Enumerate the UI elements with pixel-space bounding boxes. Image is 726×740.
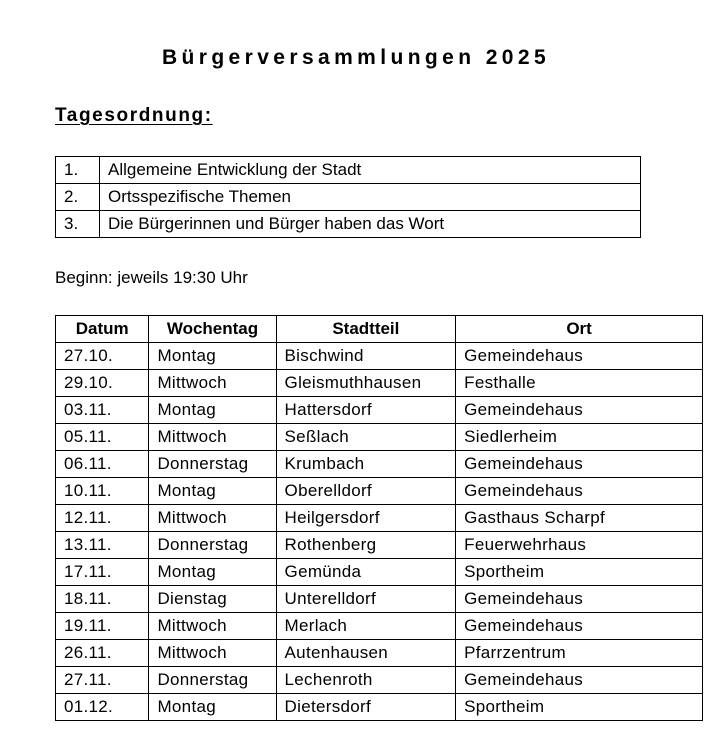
cell-weekday: Montag xyxy=(149,343,276,370)
agenda-item-number: 3. xyxy=(56,211,100,238)
cell-weekday: Donnerstag xyxy=(149,532,276,559)
agenda-row xyxy=(56,211,641,238)
agenda-item-text: Ortsspezifische Themen xyxy=(100,184,641,211)
cell-date: 05.11. xyxy=(56,424,149,451)
table-row xyxy=(56,343,703,370)
table-row xyxy=(56,424,703,451)
cell-date: 29.10. xyxy=(56,370,149,397)
table-row xyxy=(56,667,703,694)
agenda-item-text: Allgemeine Entwicklung der Stadt xyxy=(100,157,641,184)
agenda-item-number: 1. xyxy=(56,157,100,184)
cell-location: Gemeindehaus xyxy=(456,451,703,478)
cell-weekday: Donnerstag xyxy=(149,667,276,694)
cell-district: Gleismuthhausen xyxy=(276,370,456,397)
cell-date: 27.11. xyxy=(56,667,149,694)
cell-location: Siedlerheim xyxy=(456,424,703,451)
cell-district: Krumbach xyxy=(276,451,456,478)
cell-district: Unterelldorf xyxy=(276,586,456,613)
cell-date: 06.11. xyxy=(56,451,149,478)
agenda-row xyxy=(56,184,641,211)
cell-location: Gasthaus Scharpf xyxy=(456,505,703,532)
table-row xyxy=(56,532,703,559)
table-row xyxy=(56,397,703,424)
cell-district: Seßlach xyxy=(276,424,456,451)
table-row xyxy=(56,694,703,721)
agenda-item-number: 2. xyxy=(56,184,100,211)
cell-date: 13.11. xyxy=(56,532,149,559)
cell-location: Gemeindehaus xyxy=(456,478,703,505)
cell-date: 12.11. xyxy=(56,505,149,532)
cell-district: Lechenroth xyxy=(276,667,456,694)
cell-date: 01.12. xyxy=(56,694,149,721)
agenda-item-text: Die Bürgerinnen und Bürger haben das Wort xyxy=(100,211,641,238)
cell-location: Gemeindehaus xyxy=(456,343,703,370)
cell-location: Gemeindehaus xyxy=(456,613,703,640)
cell-district: Hattersdorf xyxy=(276,397,456,424)
table-row xyxy=(56,613,703,640)
cell-district: Rothenberg xyxy=(276,532,456,559)
cell-district: Gemünda xyxy=(276,559,456,586)
schedule-table xyxy=(55,315,703,721)
cell-district: Autenhausen xyxy=(276,640,456,667)
cell-weekday: Mittwoch xyxy=(149,370,276,397)
cell-district: Heilgersdorf xyxy=(276,505,456,532)
table-row xyxy=(56,586,703,613)
cell-district: Merlach xyxy=(276,613,456,640)
start-time-note: Beginn: jeweils 19:30 Uhr xyxy=(55,268,248,287)
cell-location: Gemeindehaus xyxy=(456,586,703,613)
table-row xyxy=(56,451,703,478)
cell-weekday: Mittwoch xyxy=(149,424,276,451)
cell-date: 26.11. xyxy=(56,640,149,667)
header-location: Ort xyxy=(456,316,703,343)
table-row xyxy=(56,505,703,532)
cell-district: Dietersdorf xyxy=(276,694,456,721)
cell-date: 17.11. xyxy=(56,559,149,586)
cell-location: Feuerwehrhaus xyxy=(456,532,703,559)
cell-date: 10.11. xyxy=(56,478,149,505)
table-row xyxy=(56,640,703,667)
schedule-header-row xyxy=(56,316,703,343)
schedule-body xyxy=(56,343,703,721)
cell-weekday: Mittwoch xyxy=(149,613,276,640)
header-weekday: Wochentag xyxy=(149,316,276,343)
cell-weekday: Dienstag xyxy=(149,586,276,613)
cell-weekday: Montag xyxy=(149,694,276,721)
cell-weekday: Montag xyxy=(149,397,276,424)
cell-location: Sportheim xyxy=(456,559,703,586)
cell-date: 19.11. xyxy=(56,613,149,640)
table-row xyxy=(56,478,703,505)
cell-district: Oberelldorf xyxy=(276,478,456,505)
cell-weekday: Montag xyxy=(149,478,276,505)
cell-location: Festhalle xyxy=(456,370,703,397)
cell-date: 18.11. xyxy=(56,586,149,613)
agenda-table xyxy=(55,156,641,238)
cell-district: Bischwind xyxy=(276,343,456,370)
cell-weekday: Montag xyxy=(149,559,276,586)
cell-weekday: Donnerstag xyxy=(149,451,276,478)
agenda-row xyxy=(56,157,641,184)
cell-location: Gemeindehaus xyxy=(456,397,703,424)
cell-location: Sportheim xyxy=(456,694,703,721)
agenda-heading: Tagesordnung: xyxy=(55,105,213,126)
cell-weekday: Mittwoch xyxy=(149,505,276,532)
table-row xyxy=(56,559,703,586)
header-district: Stadtteil xyxy=(276,316,456,343)
cell-location: Pfarrzentrum xyxy=(456,640,703,667)
page-title: Bürgerversammlungen 2025 xyxy=(161,46,551,69)
cell-location: Gemeindehaus xyxy=(456,667,703,694)
table-row xyxy=(56,370,703,397)
cell-date: 27.10. xyxy=(56,343,149,370)
header-date: Datum xyxy=(56,316,149,343)
cell-date: 03.11. xyxy=(56,397,149,424)
cell-weekday: Mittwoch xyxy=(149,640,276,667)
